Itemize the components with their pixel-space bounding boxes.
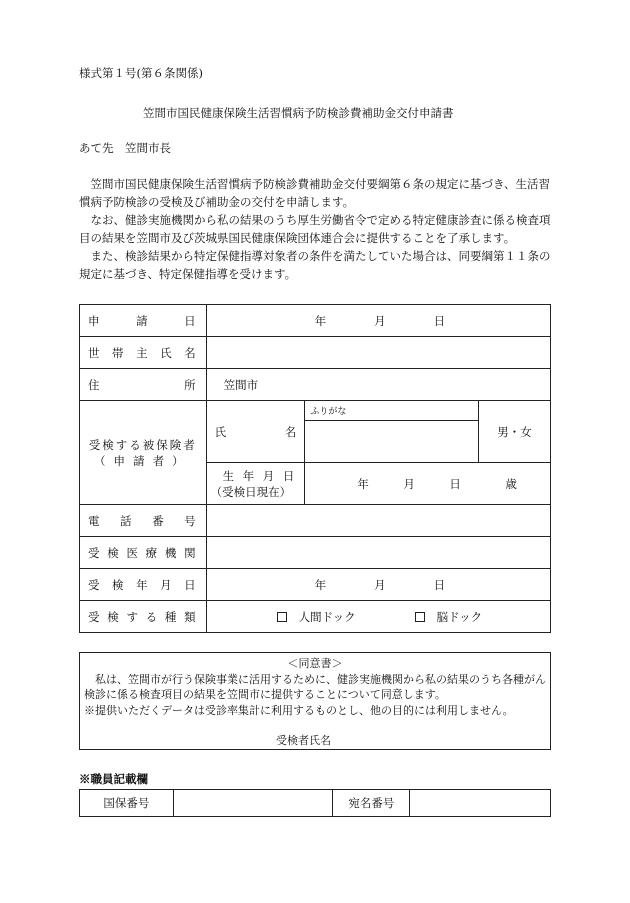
dob-label: 生 年 月 日 （受検日現在） [206, 463, 305, 505]
consent-box [79, 652, 551, 750]
exam-date-field[interactable]: 年 月 日 [206, 569, 550, 601]
staff-section-heading: ※職員記載欄 [79, 772, 148, 786]
application-date-field[interactable]: 年 月 日 [206, 305, 550, 337]
brain-dock-option[interactable]: 脳ドック [415, 609, 483, 625]
insurance-number-label: 国保番号 [80, 790, 174, 817]
application-date-label: 申 請 日 [80, 305, 207, 337]
exam-date-label: 受 検 年 月 日 [80, 569, 207, 601]
human-dock-checkbox[interactable] [277, 612, 287, 622]
form-number: 様式第１号(第６条関係) [79, 66, 203, 80]
examinee-label: 受検する被保険者 （ 申 請 者 ） [80, 401, 207, 505]
address-number-label: 宛名番号 [333, 790, 410, 817]
consent-heading: ＜同意書＞ [287, 657, 343, 670]
phone-label: 電 話 番 号 [80, 505, 207, 537]
furigana-field[interactable]: ふりがな [305, 401, 479, 421]
gender-field[interactable]: 男・女 [479, 401, 551, 463]
form-title: 笠間市国民健康保険生活習慣病予防検診費補助金交付申請書 [143, 106, 454, 120]
intro-paragraph-2: なお、健診実施機関から私の結果のうち厚生労働省令で定める特定健康診査に係る検査項目の結果を笠間市及び茨城県国民健康保険団体連合会に提供することを了承します。 [79, 213, 551, 245]
consent-body: 私は、笠間市が行う保険事業に活用するために、健診実施機関から私の結果のうち各種がん検診に係る検査項目の結果を笠間市に提供することについて同意します。 [84, 672, 546, 701]
intro-text [79, 175, 551, 283]
householder-field[interactable] [206, 337, 550, 369]
exam-type-label: 受 検 す る 種 類 [80, 601, 207, 633]
address-field[interactable]: 笠間市 [206, 369, 550, 401]
dob-field[interactable]: 年 月 日 歳 [305, 463, 551, 505]
intro-paragraph-1: 笠間市国民健康保険生活習慣病予防検診費補助金交付要綱第６条の規定に基づき、生活習慣病予防検診の受検及び補助金の交付を申請します。 [79, 177, 551, 209]
consent-note: ※提供いただくデータは受診率集計に利用するものとし、他の目的には利用しません。 [84, 703, 514, 717]
address-number-field[interactable] [410, 790, 551, 817]
staff-table [79, 789, 551, 817]
application-table [79, 304, 551, 633]
exam-type-field [206, 601, 550, 633]
human-dock-option[interactable]: 人間ドック [277, 609, 415, 625]
signature-label: 受検者氏名 [276, 734, 331, 747]
address-label: 住 所 [80, 369, 207, 401]
intro-paragraph-3: また、検診結果から特定保健指導対象者の条件を満たしていた場合は、同要綱第１１条の規定に基づき、特定保健指導を受けます。 [79, 249, 551, 281]
clinic-label: 受 検 医 療 機 関 [80, 537, 207, 569]
insurance-number-field[interactable] [173, 790, 333, 817]
brain-dock-checkbox[interactable] [415, 612, 425, 622]
name-field[interactable] [305, 421, 479, 463]
householder-label: 世 帯 主 氏 名 [80, 337, 207, 369]
clinic-field[interactable] [206, 537, 550, 569]
addressee: あて先 笠間市長 [79, 141, 171, 155]
phone-field[interactable] [206, 505, 550, 537]
name-label: 氏 名 [206, 401, 305, 463]
